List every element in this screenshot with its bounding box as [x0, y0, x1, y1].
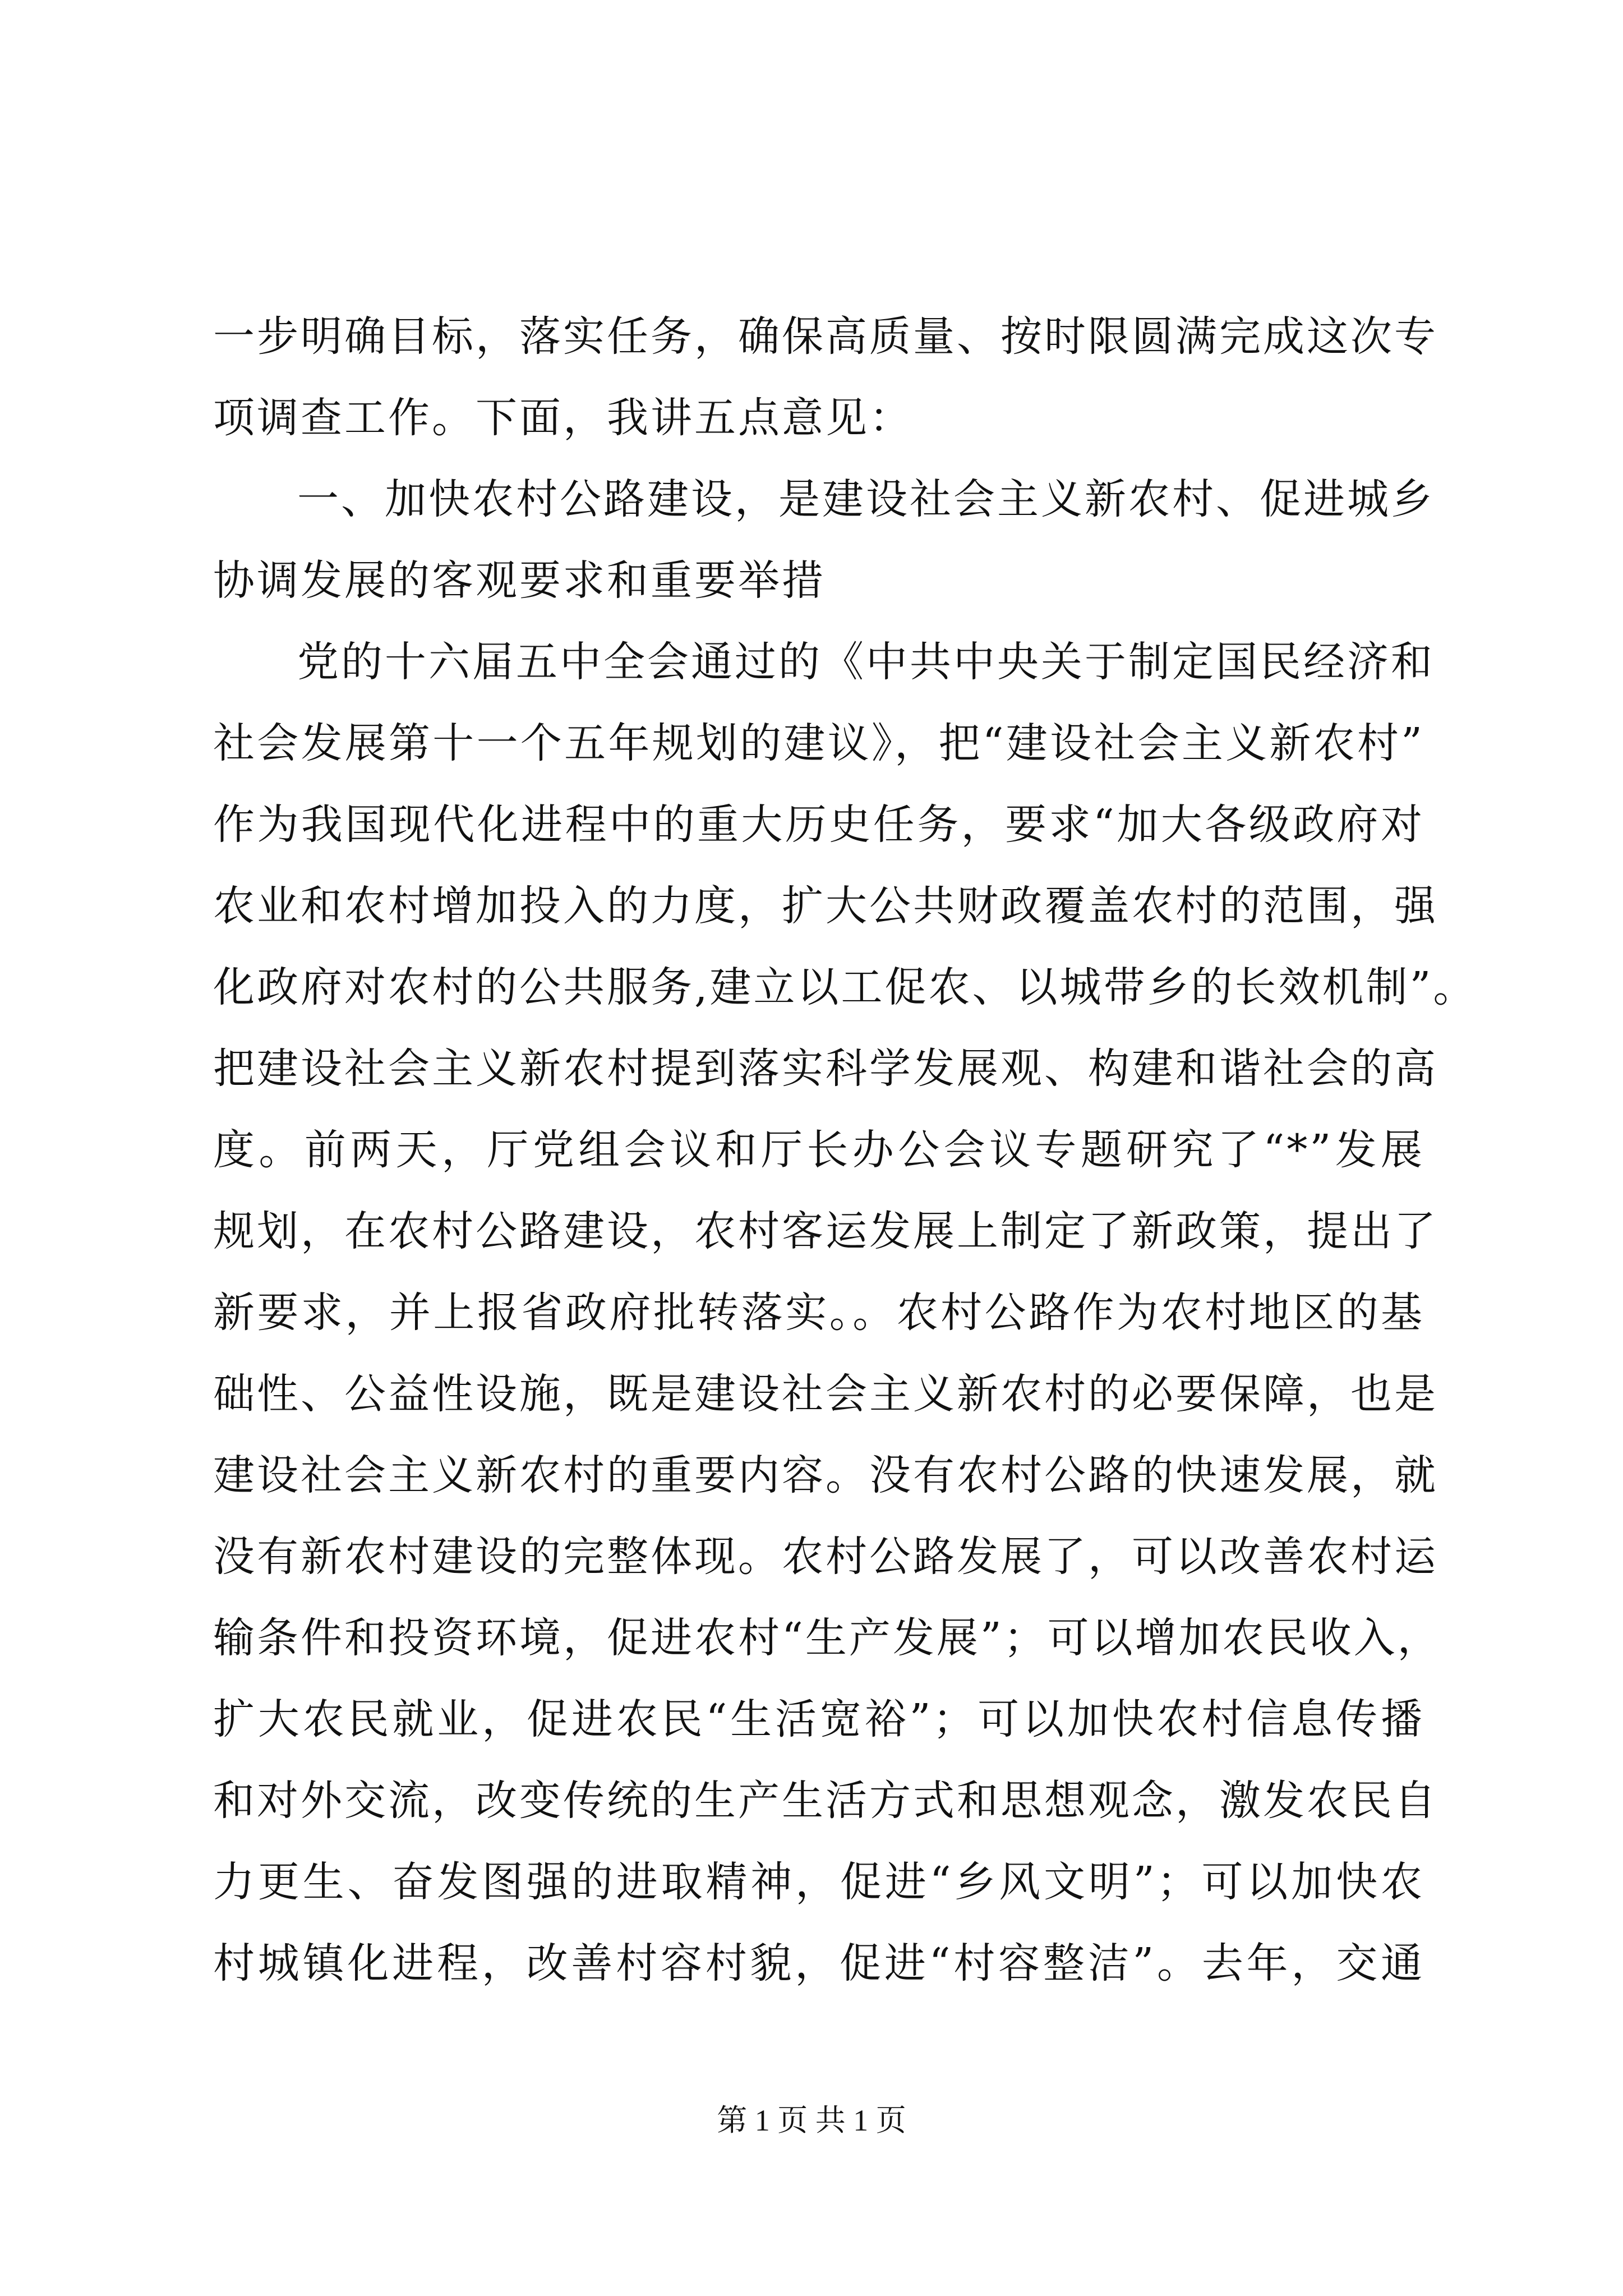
text-line-21: 村城镇化进程，改善村容村貌，促进“村容整洁”。去年，交通 — [213, 1939, 1424, 1987]
text-line-19: 和对外交流，改变传统的生产生活方式和思想观念，激发农民自 — [213, 1777, 1438, 1825]
text-line-16: 没有新农村建设的完整体现。农村公路发展了，可以改善农村运 — [213, 1533, 1438, 1581]
text-line-11: 度。前两天，厅党组会议和厅长办公会议专题研究了“*”发展 — [213, 1126, 1424, 1174]
text-line-8: 农业和农村增加投入的力度，扩大公共财政覆盖农村的范围，强 — [213, 882, 1438, 930]
text-line-9: 化政府对农村的公共服务,建立以工促农、以城带乡的长效机制”。 — [213, 963, 1477, 1011]
text-line-1: 一步明确目标，落实任务，确保高质量、按时限圆满完成这次专 — [213, 312, 1438, 361]
text-line-13: 新要求，并上报省政府批转落实。。农村公路作为农村地区的基 — [213, 1289, 1424, 1337]
page-footer: 第 1 页 共 1 页 — [717, 2104, 906, 2137]
text-line-4: 协调发展的客观要求和重要举措 — [213, 556, 826, 605]
text-line-17: 输条件和投资环境，促进农村“生产发展”；可以增加农民收入， — [213, 1614, 1441, 1662]
text-line-3: 一、加快农村公路建设，是建设社会主义新农村、促进城乡 — [297, 475, 1435, 523]
text-line-14: 础性、公益性设施，既是建设社会主义新农村的必要保障，也是 — [213, 1370, 1438, 1418]
text-line-20: 力更生、奋发图强的进取精神，促进“乡风文明”；可以加快农 — [213, 1858, 1424, 1906]
text-line-2: 项调查工作。下面，我讲五点意见： — [213, 394, 913, 442]
text-line-7: 作为我国现代化进程中的重大历史任务，要求“加大各级政府对 — [213, 800, 1424, 849]
text-line-18: 扩大农民就业，促进农民“生活宽裕”；可以加快农村信息传播 — [213, 1695, 1424, 1743]
text-line-15: 建设社会主义新农村的重要内容。没有农村公路的快速发展，就 — [213, 1451, 1438, 1499]
text-line-12: 规划，在农村公路建设，农村客运发展上制定了新政策，提出了 — [213, 1207, 1438, 1255]
text-line-5: 党的十六届五中全会通过的《中共中央关于制定国民经济和 — [297, 638, 1435, 686]
text-line-6: 社会发展第十一个五年规划的建议》，把“建设社会主义新农村” — [213, 719, 1424, 767]
text-line-10: 把建设社会主义新农村提到落实科学发展观、构建和谐社会的高 — [213, 1045, 1438, 1093]
